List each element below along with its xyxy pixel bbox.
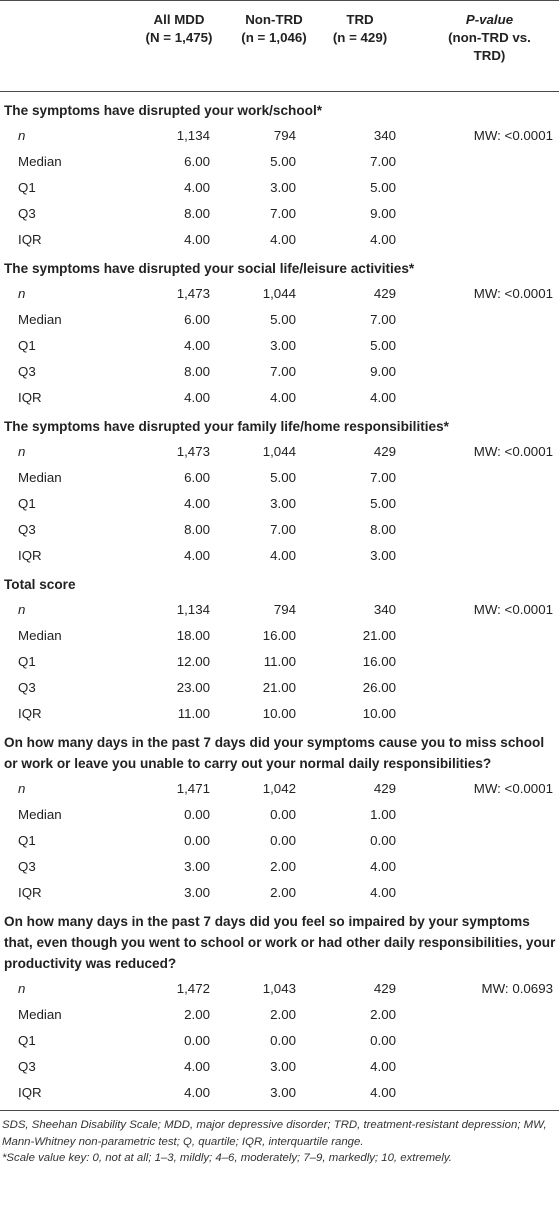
- table-row: [0, 701, 559, 727]
- cell-all-mdd: 6.00: [184, 312, 210, 327]
- cell-p-value: [400, 854, 559, 880]
- cell-non-trd: 1,043: [262, 981, 296, 996]
- cell-all-mdd: 3.00: [184, 885, 210, 900]
- cell-p-value: MW: <0.0001: [473, 781, 553, 796]
- cell-p-value: [400, 1028, 559, 1054]
- table-row: [0, 359, 559, 385]
- table-row: [0, 333, 559, 359]
- row-label: Q3: [18, 522, 36, 537]
- cell-non-trd: 794: [273, 602, 296, 617]
- section-header-row: [0, 727, 559, 776]
- row-label: Q1: [18, 1033, 36, 1048]
- cell-p-value: [400, 385, 559, 411]
- cell-all-mdd: 4.00: [184, 548, 210, 563]
- cell-all-mdd: 1,134: [176, 602, 210, 617]
- cell-all-mdd: 12.00: [176, 654, 210, 669]
- row-label: IQR: [0, 1080, 130, 1111]
- cell-p-value: [400, 201, 559, 227]
- row-label: IQR: [18, 706, 42, 721]
- table-row: [0, 281, 559, 307]
- table-row: [0, 976, 559, 1002]
- cell-p-value: [400, 517, 559, 543]
- header-p-value-title: P-value: [465, 12, 514, 27]
- row-label: Q1: [18, 338, 36, 353]
- cell-all-mdd: 6.00: [184, 154, 210, 169]
- cell-p-value: [400, 623, 559, 649]
- table-row: [0, 802, 559, 828]
- cell-non-trd: 2.00: [270, 1007, 296, 1022]
- table-row: [0, 307, 559, 333]
- cell-trd: 8.00: [370, 522, 396, 537]
- header-all-mdd-title: All MDD: [153, 12, 205, 27]
- cell-trd: 4.00: [320, 1080, 400, 1111]
- cell-non-trd: 4.00: [270, 548, 296, 563]
- cell-trd: 4.00: [370, 859, 396, 874]
- cell-trd: 16.00: [362, 654, 396, 669]
- cell-non-trd: 5.00: [270, 470, 296, 485]
- cell-trd: 7.00: [370, 312, 396, 327]
- cell-trd: 429: [373, 781, 396, 796]
- row-label: Median: [18, 470, 62, 485]
- section-title: Total score: [4, 577, 76, 592]
- table-row: [0, 649, 559, 675]
- row-label: Q1: [18, 654, 36, 669]
- cell-p-value: [400, 701, 559, 727]
- cell-p-value: [400, 227, 559, 253]
- cell-non-trd: 21.00: [262, 680, 296, 695]
- cell-non-trd: 0.00: [270, 807, 296, 822]
- section-title: The symptoms have disrupted your work/school*: [4, 103, 323, 118]
- cell-p-value: [400, 1080, 559, 1111]
- cell-p-value: MW: <0.0001: [473, 602, 553, 617]
- cell-p-value: [400, 359, 559, 385]
- cell-trd: 5.00: [370, 180, 396, 195]
- cell-all-mdd: 4.00: [184, 1059, 210, 1074]
- cell-all-mdd: 4.00: [184, 338, 210, 353]
- table-row: [0, 491, 559, 517]
- cell-all-mdd: 1,134: [176, 128, 210, 143]
- footnote-abbreviations: SDS, Sheehan Disability Scale; MDD, major depressive disorder; TRD, treatment-resistant depression; MW, Mann-Whitney non-parametric test; Q, quartile; IQR, interquartile range.: [2, 1119, 547, 1148]
- cell-all-mdd: 8.00: [184, 364, 210, 379]
- cell-non-trd: 0.00: [270, 833, 296, 848]
- row-label: Q3: [18, 364, 36, 379]
- cell-non-trd: 10.00: [262, 706, 296, 721]
- cell-all-mdd: 18.00: [176, 628, 210, 643]
- cell-trd: 3.00: [370, 548, 396, 563]
- footnote-scale-key: *Scale value key: 0, not at all; 1–3, mildly; 4–6, moderately; 7–9, markedly; 10, extremely.: [2, 1152, 452, 1164]
- section-header-row: [0, 906, 559, 976]
- header-non-trd-title: Non-TRD: [245, 12, 303, 27]
- cell-all-mdd: 6.00: [184, 470, 210, 485]
- cell-p-value: [400, 1054, 559, 1080]
- row-label: n: [18, 981, 26, 996]
- cell-trd: 429: [373, 286, 396, 301]
- cell-trd: 0.00: [370, 833, 396, 848]
- cell-trd: 0.00: [370, 1033, 396, 1048]
- table-row: [0, 1002, 559, 1028]
- cell-all-mdd: 23.00: [176, 680, 210, 695]
- cell-non-trd: 4.00: [270, 232, 296, 247]
- cell-non-trd: 3.00: [270, 338, 296, 353]
- cell-non-trd: 5.00: [270, 154, 296, 169]
- cell-p-value: MW: <0.0001: [473, 444, 553, 459]
- cell-p-value: [400, 465, 559, 491]
- cell-trd: 5.00: [370, 496, 396, 511]
- cell-all-mdd: 4.00: [184, 496, 210, 511]
- cell-p-value: MW: 0.0693: [481, 981, 553, 996]
- cell-all-mdd: 1,473: [176, 286, 210, 301]
- row-label: IQR: [18, 885, 42, 900]
- table-row: [0, 201, 559, 227]
- section-header-row: [0, 569, 559, 597]
- header-all-mdd-sub: (N = 1,475): [145, 30, 213, 45]
- cell-trd: 21.00: [362, 628, 396, 643]
- cell-non-trd: 0.00: [270, 1033, 296, 1048]
- cell-all-mdd: 8.00: [184, 522, 210, 537]
- table-row: [0, 175, 559, 201]
- section-header-row: [0, 253, 559, 281]
- table-row: [0, 854, 559, 880]
- cell-p-value: [400, 543, 559, 569]
- cell-trd: 2.00: [370, 1007, 396, 1022]
- cell-all-mdd: 0.00: [184, 807, 210, 822]
- table-row: [0, 623, 559, 649]
- cell-all-mdd: 0.00: [184, 833, 210, 848]
- cell-all-mdd: 1,472: [176, 981, 210, 996]
- cell-p-value: [400, 307, 559, 333]
- row-label: n: [18, 286, 26, 301]
- cell-non-trd: 3.00: [270, 1059, 296, 1074]
- cell-all-mdd: 1,471: [176, 781, 210, 796]
- row-label: n: [18, 444, 26, 459]
- cell-trd: 5.00: [370, 338, 396, 353]
- cell-non-trd: 2.00: [270, 885, 296, 900]
- cell-all-mdd: 3.00: [184, 859, 210, 874]
- section-header-row: [0, 92, 559, 124]
- header-p-value-sub1: (non-TRD vs.: [448, 30, 531, 45]
- row-label: n: [18, 128, 26, 143]
- cell-p-value: [400, 149, 559, 175]
- table-row: [0, 776, 559, 802]
- header-trd: [320, 1, 400, 92]
- table-row: [0, 1028, 559, 1054]
- cell-all-mdd: 4.00: [184, 232, 210, 247]
- section-title: The symptoms have disrupted your family life/home responsibilities*: [4, 419, 449, 434]
- header-p-value: [400, 1, 559, 92]
- row-label: Median: [18, 154, 62, 169]
- table-row: [0, 517, 559, 543]
- cell-all-mdd: 4.00: [184, 390, 210, 405]
- table-row: [0, 880, 559, 906]
- cell-non-trd: 7.00: [270, 206, 296, 221]
- section-header-row: [0, 411, 559, 439]
- table-row: [0, 465, 559, 491]
- cell-trd: 1.00: [370, 807, 396, 822]
- cell-all-mdd: 4.00: [184, 180, 210, 195]
- cell-trd: 4.00: [370, 232, 396, 247]
- cell-trd: 9.00: [370, 364, 396, 379]
- cell-p-value: [400, 491, 559, 517]
- section-title: On how many days in the past 7 days did you feel so impaired by your symptoms that, even though you went to school or work or had other daily responsibilities, your productivity was reduced?: [4, 914, 556, 971]
- header-all-mdd: [130, 1, 228, 92]
- cell-non-trd: 7.00: [270, 364, 296, 379]
- cell-non-trd: 11.00: [263, 654, 296, 669]
- cell-non-trd: 16.00: [262, 628, 296, 643]
- cell-trd: 7.00: [370, 470, 396, 485]
- table-row: [0, 385, 559, 411]
- cell-trd: 340: [373, 602, 396, 617]
- table-row: [0, 123, 559, 149]
- cell-trd: 26.00: [362, 680, 396, 695]
- cell-p-value: [400, 802, 559, 828]
- cell-trd: 4.00: [370, 390, 396, 405]
- cell-p-value: MW: <0.0001: [473, 128, 553, 143]
- cell-trd: 4.00: [370, 885, 396, 900]
- table-row: [0, 543, 559, 569]
- cell-p-value: [400, 649, 559, 675]
- row-label: IQR: [18, 390, 42, 405]
- row-label: Q1: [18, 833, 36, 848]
- cell-all-mdd: 11.00: [177, 706, 210, 721]
- cell-p-value: [400, 1002, 559, 1028]
- row-label: Median: [18, 312, 62, 327]
- cell-all-mdd: 0.00: [184, 1033, 210, 1048]
- row-label: Median: [18, 807, 62, 822]
- cell-non-trd: 1,042: [262, 781, 296, 796]
- cell-non-trd: 794: [273, 128, 296, 143]
- table-row: [0, 227, 559, 253]
- cell-p-value: MW: <0.0001: [473, 286, 553, 301]
- cell-p-value: [400, 675, 559, 701]
- cell-all-mdd: 8.00: [184, 206, 210, 221]
- header-trd-title: TRD: [346, 12, 374, 27]
- table-row: [0, 597, 559, 623]
- cell-trd: 10.00: [362, 706, 396, 721]
- cell-non-trd: 2.00: [270, 859, 296, 874]
- cell-p-value: [400, 828, 559, 854]
- cell-all-mdd: 1,473: [176, 444, 210, 459]
- cell-non-trd: 4.00: [270, 390, 296, 405]
- row-label: Q3: [18, 680, 36, 695]
- row-label: Q1: [18, 180, 36, 195]
- cell-trd: 429: [373, 981, 396, 996]
- row-label: Q1: [18, 496, 36, 511]
- row-label: Q3: [18, 859, 36, 874]
- cell-trd: 4.00: [370, 1059, 396, 1074]
- cell-trd: 7.00: [370, 154, 396, 169]
- row-label: Median: [18, 1007, 62, 1022]
- cell-non-trd: 1,044: [262, 444, 296, 459]
- row-label: n: [18, 602, 26, 617]
- section-title: The symptoms have disrupted your social life/leisure activities*: [4, 261, 415, 276]
- cell-non-trd: 5.00: [270, 312, 296, 327]
- cell-non-trd: 3.00: [270, 180, 296, 195]
- row-label: IQR: [18, 548, 42, 563]
- table-row: [0, 439, 559, 465]
- cell-p-value: [400, 333, 559, 359]
- row-label: IQR: [18, 232, 42, 247]
- table-footnote: [0, 1111, 559, 1167]
- table-header-row: [0, 1, 559, 92]
- cell-trd: 340: [373, 128, 396, 143]
- cell-non-trd: 7.00: [270, 522, 296, 537]
- cell-trd: 429: [373, 444, 396, 459]
- table-row: [0, 149, 559, 175]
- section-title: On how many days in the past 7 days did your symptoms cause you to miss school or work or leave you unable to carry out your normal daily responsibilities?: [4, 735, 545, 771]
- cell-all-mdd: 2.00: [184, 1007, 210, 1022]
- table-row: [0, 1054, 559, 1080]
- row-label: Median: [18, 628, 62, 643]
- header-trd-sub: (n = 429): [332, 30, 388, 45]
- cell-non-trd: 3.00: [270, 496, 296, 511]
- cell-p-value: [400, 175, 559, 201]
- cell-non-trd: 3.00: [228, 1080, 320, 1111]
- cell-all-mdd: 4.00: [130, 1080, 228, 1111]
- header-empty-cell: [0, 1, 130, 92]
- header-p-value-sub2: TRD): [473, 48, 506, 63]
- cell-non-trd: 1,044: [262, 286, 296, 301]
- table-row: [0, 828, 559, 854]
- cell-trd: 9.00: [370, 206, 396, 221]
- row-label: Q3: [18, 1059, 36, 1074]
- row-label: Q3: [18, 206, 36, 221]
- table-body: [0, 92, 559, 1111]
- cell-p-value: [400, 880, 559, 906]
- header-non-trd-sub: (n = 1,046): [241, 30, 307, 45]
- table-row: [0, 1080, 559, 1111]
- table-row: [0, 675, 559, 701]
- row-label: n: [18, 781, 26, 796]
- header-non-trd: [228, 1, 320, 92]
